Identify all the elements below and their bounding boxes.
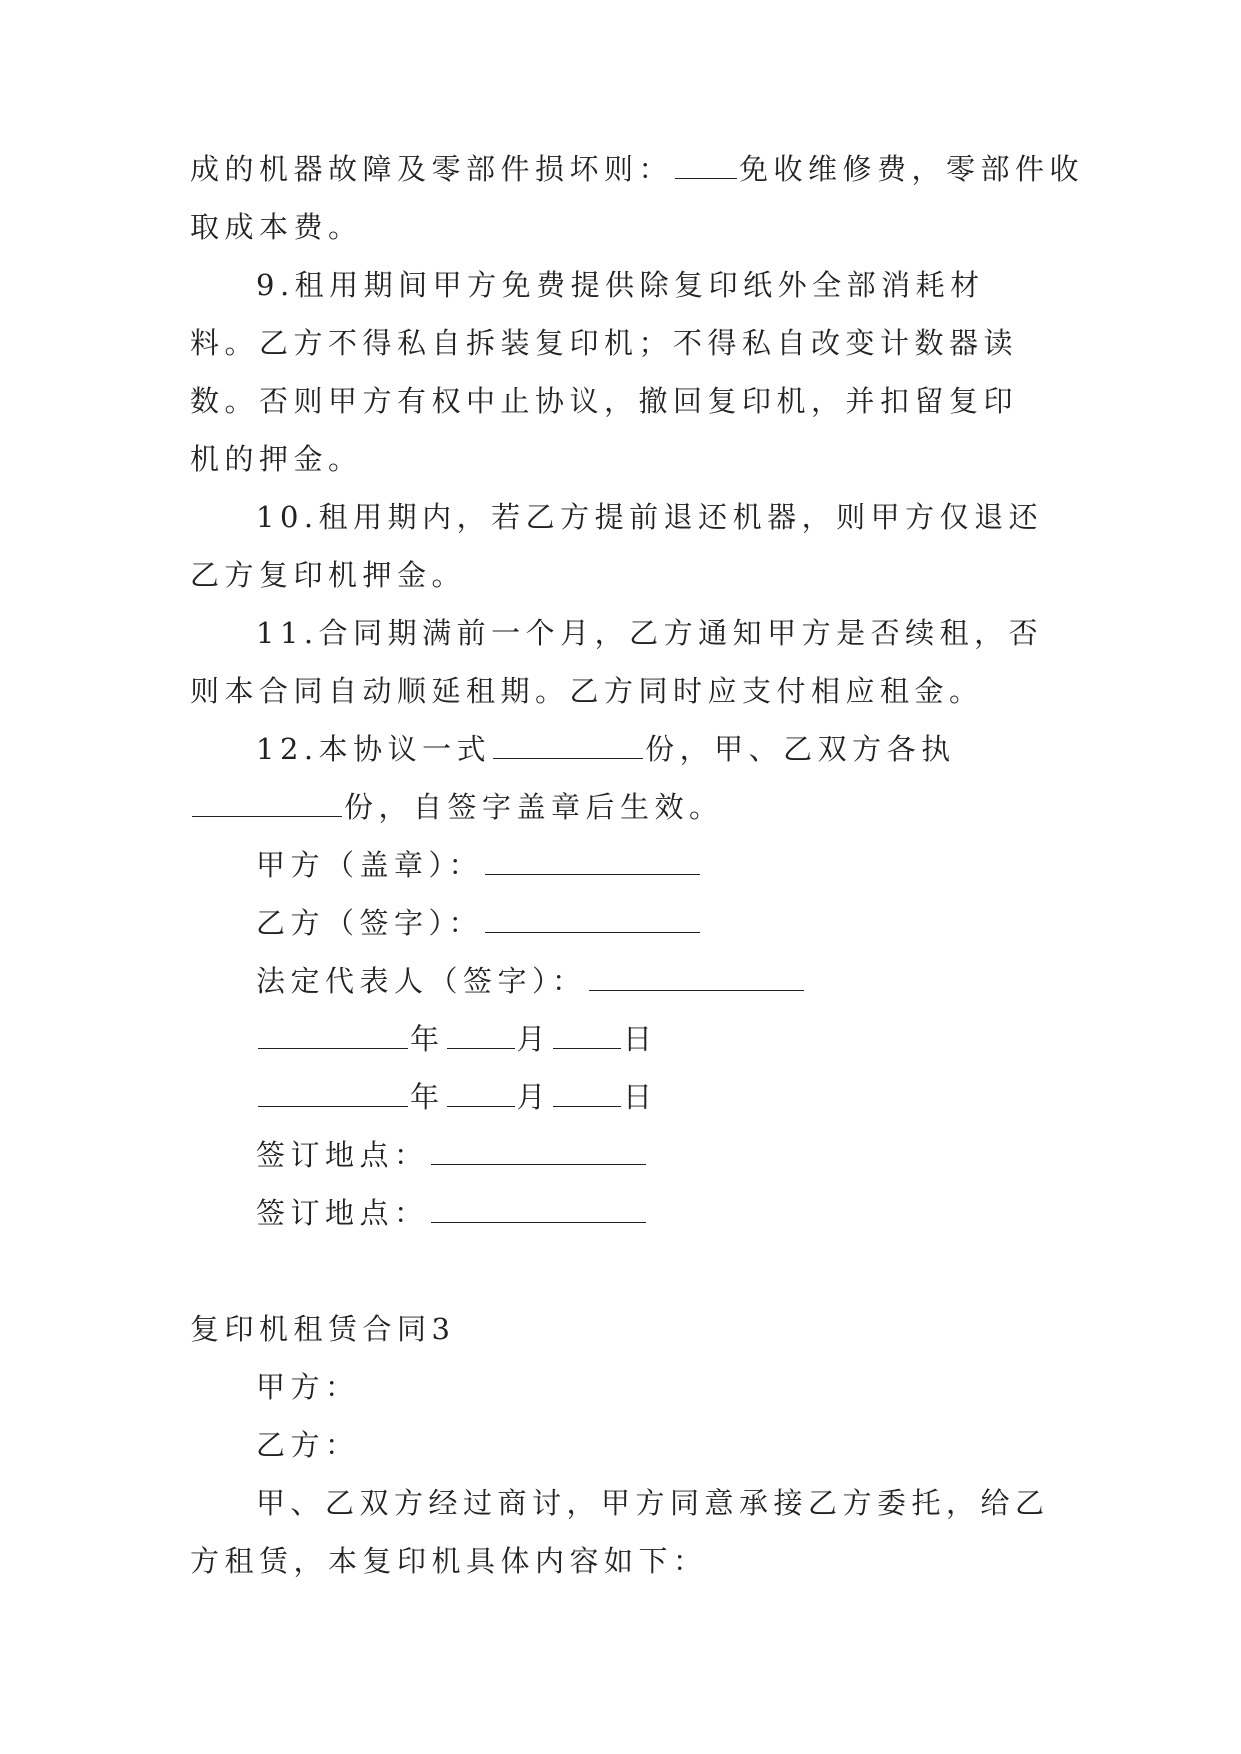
date-1-month-label: 月: [516, 1022, 552, 1056]
clause-12-part-1: 12.本协议一式: [256, 732, 492, 766]
clause-12-part-2: 份，甲、乙双方各执: [645, 732, 956, 766]
date-1-day-blank: [553, 1026, 621, 1049]
date-2-year-blank: [258, 1084, 408, 1107]
clause-9: 9.租用期间甲方免费提供除复印纸外全部消耗材料。乙方不得私自拆装复印机；不得私自改变计数器读数。否则甲方有权中止协议，撤回复印机，并扣留复印机的押金。: [190, 268, 1019, 476]
place-2-blank: [431, 1200, 646, 1223]
date-2-month-label: 月: [516, 1080, 552, 1114]
date-2-month-blank: [447, 1084, 515, 1107]
signature-legal-rep: [190, 952, 1050, 1010]
place-line-2: [190, 1184, 1050, 1242]
signature-party-b: [190, 894, 1050, 952]
clause-12: [190, 720, 1050, 836]
signature-party-b-label: 乙方（签字）：: [256, 906, 484, 940]
signature-legal-rep-blank: [589, 968, 804, 991]
date-2-day-label: 日: [623, 1080, 658, 1114]
clause-11: 11.合同期满前一个月，乙方通知甲方是否续租，否则本合同自动顺延租期。乙方同时应支付相应租金。: [190, 616, 1044, 708]
section-title: 复印机租赁合同3: [190, 1312, 456, 1346]
signature-party-b-blank: [485, 910, 700, 933]
place-2-label: 签订地点：: [256, 1196, 429, 1230]
signature-legal-rep-label: 法定代表人（签字）：: [256, 964, 587, 998]
signature-party-a-label: 甲方（盖章）：: [256, 848, 484, 882]
date-1-year-blank: [258, 1026, 408, 1049]
date-1-day-label: 日: [623, 1022, 658, 1056]
copies-total-blank: [493, 736, 643, 759]
date-2-day-blank: [553, 1084, 621, 1107]
place-line-1: [190, 1126, 1050, 1184]
place-1-label: 签订地点：: [256, 1138, 429, 1172]
clause-8-line-2: 取成本费。: [190, 210, 363, 244]
section-spacer: [190, 1242, 1050, 1300]
date-line-1: [190, 1010, 1050, 1068]
copies-each-blank: [192, 794, 342, 817]
clause-10: 10.租用期内，若乙方提前退还机器，则甲方仅退还乙方复印机押金。: [190, 500, 1044, 592]
place-1-blank: [431, 1142, 646, 1165]
clause-8-continuation: [190, 140, 1085, 256]
agreement-intro: 甲、乙双方经过商讨，甲方同意承接乙方委托，给乙方租赁，本复印机具体内容如下：: [190, 1486, 1050, 1578]
signature-party-a: [190, 836, 1050, 894]
contract-body: [190, 140, 1085, 1590]
date-2-year-label: 年: [410, 1080, 445, 1114]
party-a-line: 甲方：: [256, 1370, 360, 1404]
date-1-month-blank: [447, 1026, 515, 1049]
clause-8-line-1: [190, 140, 1085, 198]
clause-8-text-after: 免收维修费，零部件收: [739, 152, 1085, 186]
clause-8-text-before: 成的机器故障及零部件损坏则：: [190, 152, 674, 186]
date-line-2: [190, 1068, 1050, 1126]
clause-12-part-3: 份，自签字盖章后生效。: [344, 790, 724, 824]
signature-party-a-blank: [485, 852, 700, 875]
repair-fee-blank: [675, 156, 737, 179]
date-1-year-label: 年: [410, 1022, 445, 1056]
party-b-line: 乙方：: [256, 1428, 360, 1462]
